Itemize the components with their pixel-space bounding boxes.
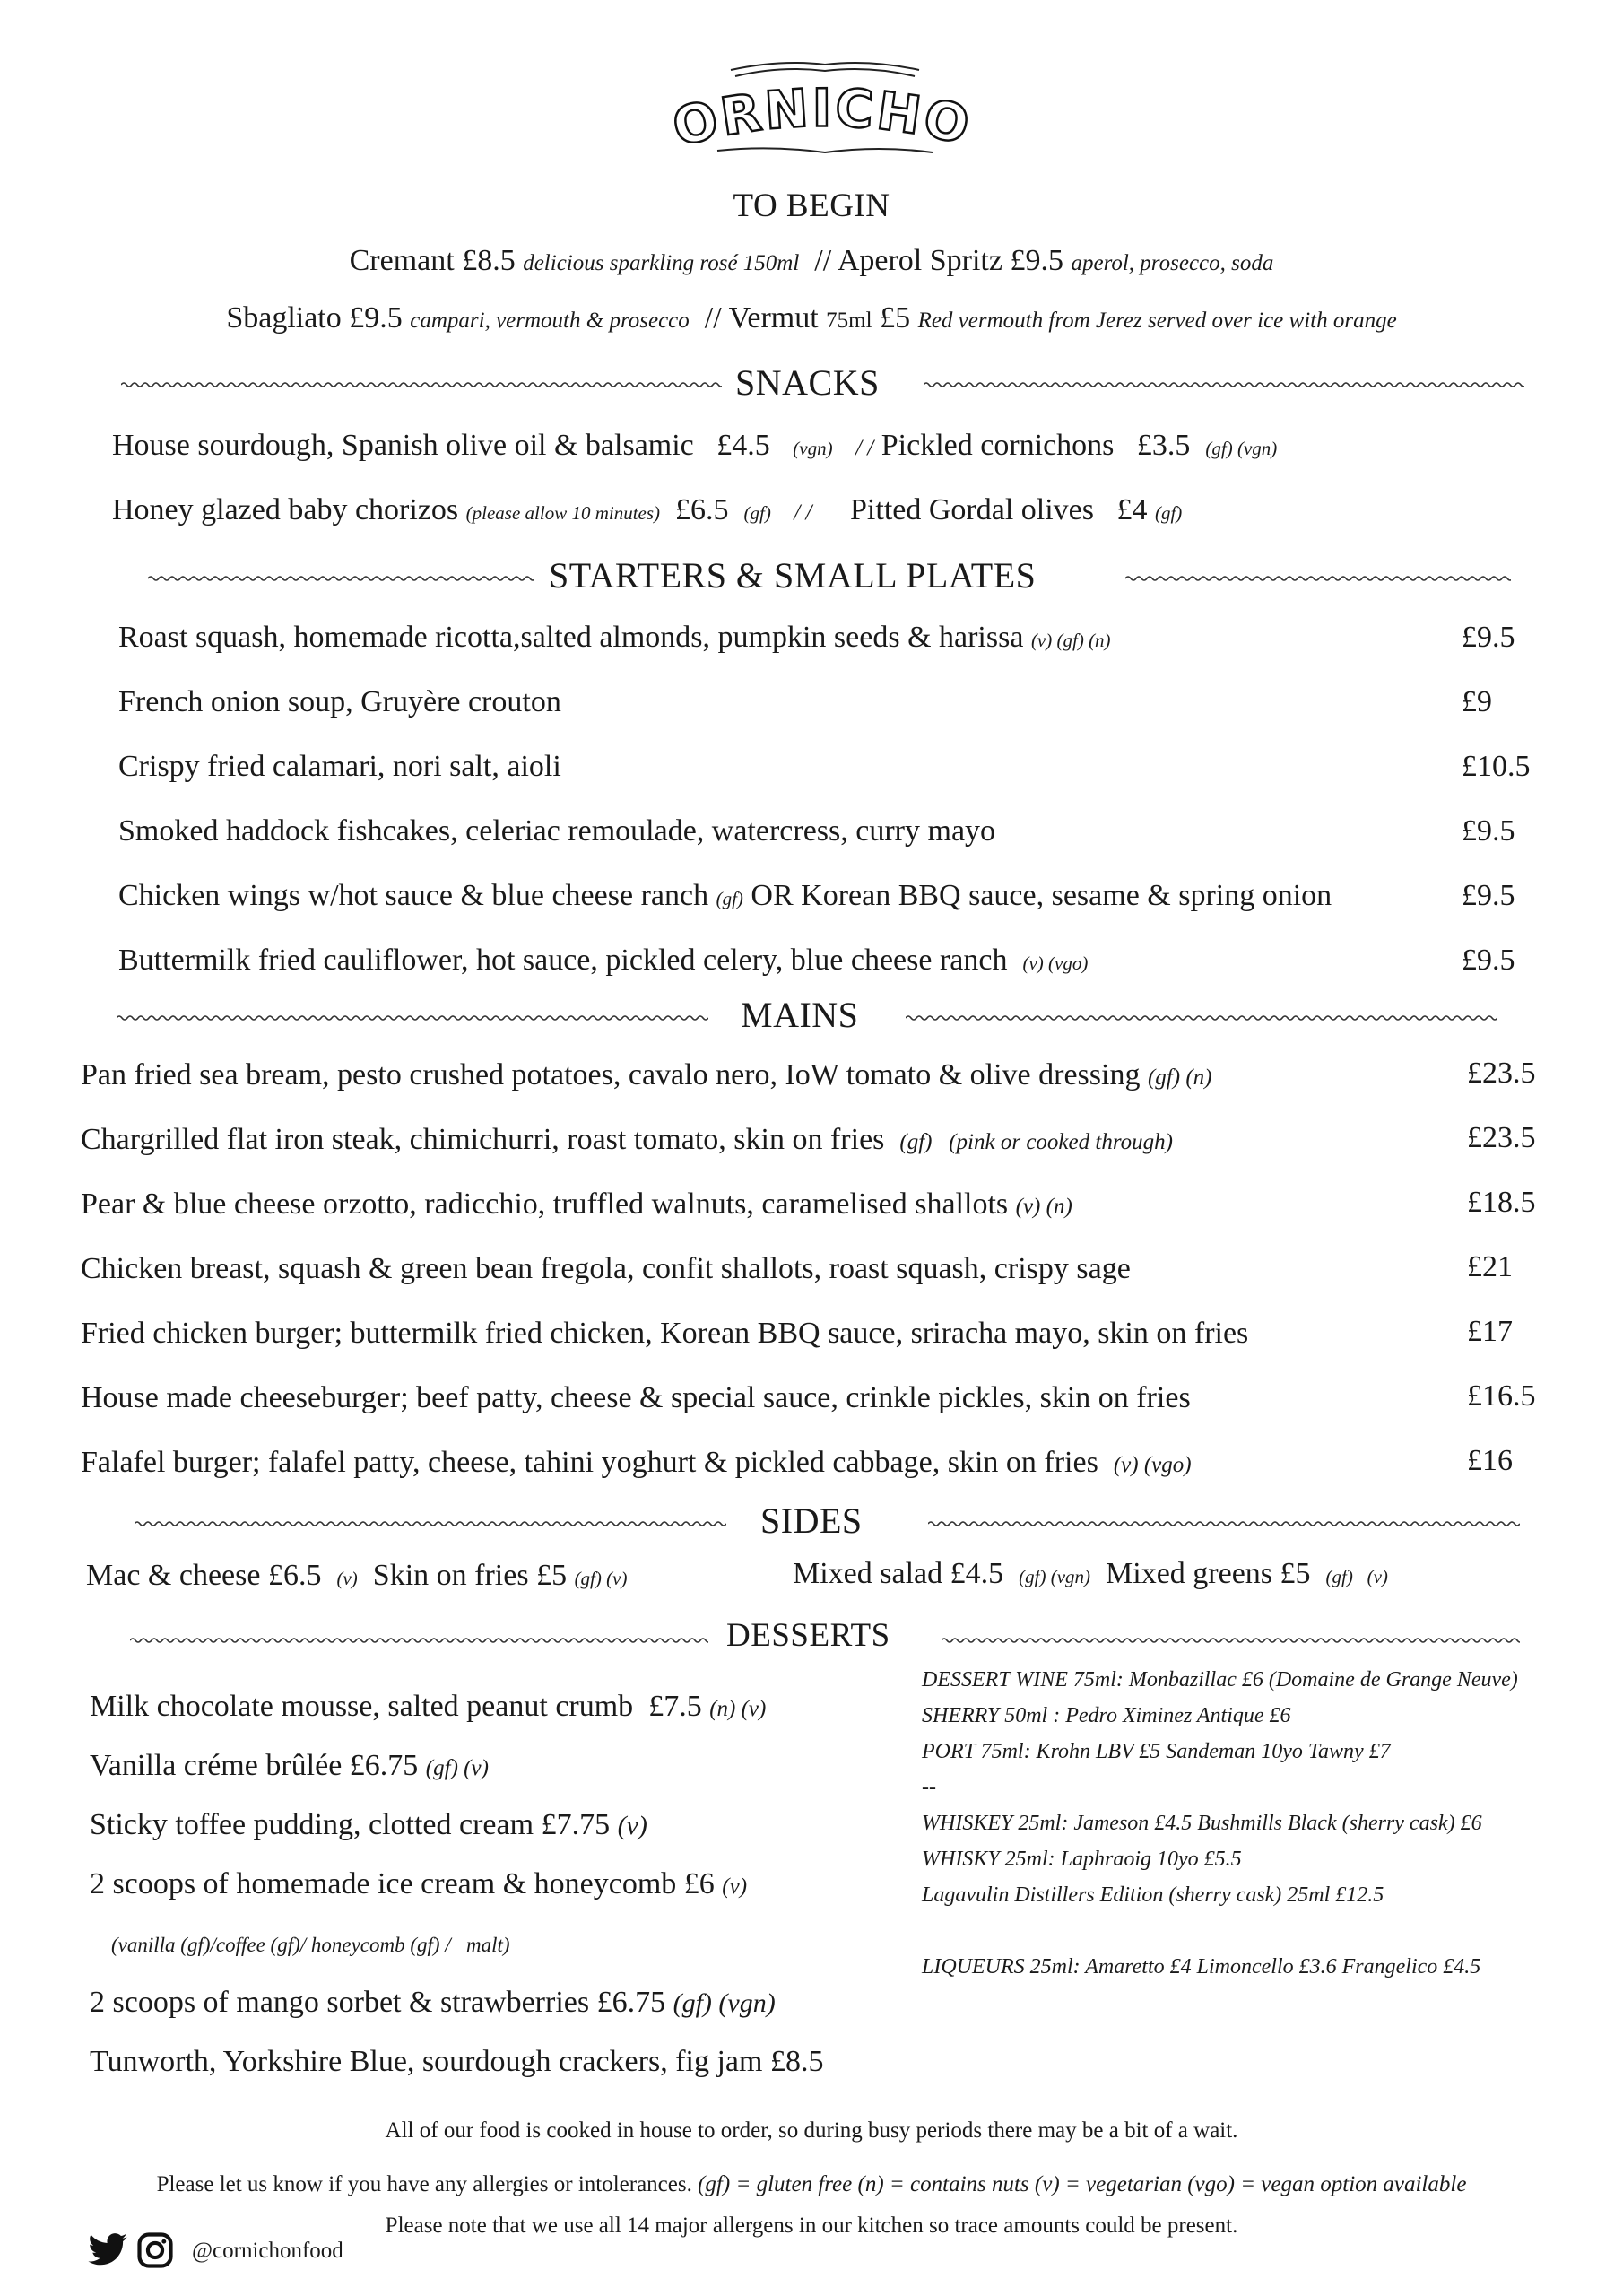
dish-name: Pan fried sea bream, pesto crushed potatoes, cavalo nero, IoW tomato & olive dressing bbox=[81, 1058, 1141, 1091]
drink-line: LIQUEURS 25ml: Amaretto £4 Limoncello £3.6 Frangelico £4.5 bbox=[922, 1955, 1481, 1979]
ice-cream-flavours: (vanilla (gf)/coffee (gf)/ honeycomb (gf) / malt) bbox=[111, 1934, 510, 1956]
to-begin-heading: TO BEGIN bbox=[733, 187, 890, 224]
divider-wave bbox=[942, 1634, 1520, 1647]
starters-heading: STARTERS & SMALL PLATES bbox=[549, 555, 1037, 596]
twitter-icon[interactable] bbox=[88, 2233, 127, 2266]
drink-name: Aperol Spritz bbox=[837, 244, 1002, 277]
logo bbox=[646, 52, 1004, 164]
dietary-tags: (gf) (v) bbox=[1325, 1566, 1388, 1587]
dish-name: Chargrilled flat iron steak, chimichurri, roast tomato, skin on fries bbox=[81, 1123, 885, 1156]
dish-name: Fried chicken burger; buttermilk fried chicken, Korean BBQ sauce, sriracha mayo, skin on fries bbox=[81, 1317, 1249, 1350]
dietary-tags: (gf) (v) bbox=[574, 1568, 628, 1589]
drink-name: Cremant bbox=[349, 244, 455, 277]
dietary-tags: (gf) (vgn) bbox=[1019, 1566, 1091, 1587]
side-price: £4.5 bbox=[950, 1557, 1004, 1590]
dessert-item bbox=[90, 1867, 747, 1901]
separator: / / bbox=[794, 500, 812, 525]
footer-trace-note: Please note that we use all 14 major allergens in our kitchen so trace amounts could be present. bbox=[385, 2213, 1238, 2238]
dish-price: £6.75 bbox=[349, 1749, 419, 1782]
dish-name-alt: OR Korean BBQ sauce, sesame & spring onion bbox=[751, 879, 1332, 912]
drink-desc: delicious sparkling rosé 150ml bbox=[523, 251, 800, 275]
dish-name: Chicken wings w/hot sauce & blue cheese ranch bbox=[118, 879, 709, 912]
side-name: Skin on fries bbox=[372, 1559, 529, 1592]
dish-price: £7.75 bbox=[541, 1808, 611, 1841]
dietary-tags: (gf) (vgn) bbox=[673, 1988, 776, 2018]
snack-name: House sourdough, Spanish olive oil & balsamic bbox=[112, 429, 694, 462]
dish-name: Chicken breast, squash & green bean fregola, confit shallots, roast squash, crispy sage bbox=[81, 1252, 1131, 1285]
snack-price: £4 bbox=[1116, 493, 1148, 526]
dish-name: Buttermilk fried cauliflower, hot sauce, pickled celery, blue cheese ranch bbox=[118, 944, 1008, 977]
side-price: £6.5 bbox=[267, 1559, 322, 1592]
starter-item bbox=[118, 621, 1111, 655]
dessert-item bbox=[90, 2045, 823, 2079]
dish-name: Smoked haddock fishcakes, celeriac remoulade, watercress, curry mayo bbox=[118, 814, 996, 848]
separator: // bbox=[704, 301, 722, 335]
drink-line: WHISKY 25ml: Laphraoig 10yo £5.5 bbox=[922, 1848, 1242, 1871]
dish-price: £9.5 bbox=[1462, 621, 1515, 654]
snack-name: Pickled cornichons bbox=[881, 429, 1115, 462]
dish-name: 2 scoops of mango sorbet & strawberries bbox=[90, 1986, 590, 2019]
main-item bbox=[81, 1446, 1192, 1480]
drink-line: PORT 75ml: Krohn LBV £5 Sandeman 10yo Tawny £7 bbox=[922, 1740, 1391, 1763]
drink-desc: campari, vermouth & prosecco bbox=[410, 309, 690, 333]
drink-line: Lagavulin Distillers Edition (sherry cask) 25ml £12.5 bbox=[922, 1883, 1384, 1907]
snack-price: £4.5 bbox=[716, 429, 770, 462]
desserts-heading: DESSERTS bbox=[726, 1617, 890, 1654]
divider-wave bbox=[135, 1518, 726, 1530]
footer-wait-note: All of our food is cooked in house to order, so during busy periods there may be a bit of a wait. bbox=[385, 2118, 1238, 2143]
dish-price: £6.75 bbox=[596, 1986, 666, 2019]
dish-price: £9.5 bbox=[1462, 814, 1515, 848]
main-item bbox=[81, 1317, 1248, 1351]
dietary-tags: (v) bbox=[617, 1811, 647, 1840]
dish-name: Sticky toffee pudding, clotted cream bbox=[90, 1808, 534, 1841]
main-item bbox=[81, 1252, 1131, 1286]
svg-text:CORNICHON: ORNICHO bbox=[666, 77, 977, 159]
starter-item bbox=[118, 685, 561, 719]
main-item bbox=[81, 1123, 1173, 1157]
dish-price: £9.5 bbox=[1462, 879, 1515, 912]
main-item bbox=[81, 1058, 1211, 1092]
dish-price: £23.5 bbox=[1467, 1121, 1536, 1154]
dietary-tags: (gf) (vgn) bbox=[1205, 438, 1278, 459]
dish-price: £18.5 bbox=[1467, 1186, 1536, 1219]
side-name: Mixed salad bbox=[793, 1557, 943, 1590]
divider-wave bbox=[906, 1012, 1497, 1024]
side-price: £5 bbox=[536, 1559, 568, 1592]
dietary-tags: (gf) bbox=[1154, 502, 1183, 524]
dietary-tags: (gf) bbox=[743, 502, 771, 524]
dietary-tags: (v) (vgo) bbox=[1113, 1453, 1192, 1477]
dish-name: Crispy fried calamari, nori salt, aioli bbox=[118, 750, 561, 783]
dish-name: Milk chocolate mousse, salted peanut crumb bbox=[90, 1690, 634, 1723]
dietary-tags: (gf) bbox=[716, 888, 743, 909]
drink-size: 75ml bbox=[826, 309, 872, 333]
starter-item bbox=[118, 814, 995, 848]
drink-name: Sbagliato bbox=[226, 301, 342, 335]
divider-wave bbox=[1125, 572, 1511, 585]
drink-price: £9.5 bbox=[349, 301, 403, 335]
dietary-tags: (gf) (n) bbox=[1147, 1065, 1212, 1090]
starter-item bbox=[118, 879, 1332, 913]
divider-wave bbox=[117, 1012, 708, 1024]
snack-price: £3.5 bbox=[1136, 429, 1191, 462]
dietary-tags: (v) (gf) (n) bbox=[1030, 630, 1111, 651]
side-name: Mac & cheese bbox=[86, 1559, 261, 1592]
dish-price: £10.5 bbox=[1462, 750, 1531, 783]
main-item bbox=[81, 1187, 1072, 1222]
to-begin-line-2 bbox=[0, 301, 1623, 335]
dish-price: £6 bbox=[683, 1867, 715, 1900]
dish-price: £16 bbox=[1467, 1444, 1513, 1477]
snacks-line-2 bbox=[112, 493, 1182, 527]
dish-price: £9 bbox=[1462, 685, 1492, 718]
separator: / / bbox=[855, 436, 874, 460]
dish-name: Falafel burger; falafel patty, cheese, tahini yoghurt & pickled cabbage, skin on fries bbox=[81, 1446, 1098, 1479]
dessert-item bbox=[90, 1690, 766, 1724]
drink-name: Vermut bbox=[728, 301, 819, 335]
dietary-tags: (v) (n) bbox=[1015, 1195, 1072, 1219]
dietary-tags: (v) (vgo) bbox=[1022, 952, 1089, 974]
dietary-tags: (gf) (pink or cooked through) bbox=[899, 1130, 1173, 1154]
drink-price: £9.5 bbox=[1010, 244, 1063, 277]
dessert-item bbox=[90, 1986, 776, 2020]
main-item bbox=[81, 1381, 1191, 1415]
sides-line bbox=[86, 1559, 627, 1593]
sides-line bbox=[793, 1557, 1388, 1591]
dish-name: Vanilla créme brûlée bbox=[90, 1749, 343, 1782]
drink-price: £5 bbox=[880, 301, 911, 335]
social-handle[interactable]: @cornichonfood bbox=[192, 2239, 343, 2263]
dietary-tags: (v) bbox=[722, 1874, 748, 1899]
dietary-tags: (gf) (v) bbox=[425, 1756, 489, 1780]
dish-name: 2 scoops of homemade ice cream & honeycomb bbox=[90, 1867, 677, 1900]
divider-wave bbox=[928, 1518, 1520, 1530]
drink-line: SHERRY 50ml : Pedro Ximinez Antique £6 bbox=[922, 1704, 1291, 1727]
dish-name: Tunworth, Yorkshire Blue, sourdough crackers, fig jam bbox=[90, 2045, 763, 2078]
dish-price: £17 bbox=[1467, 1315, 1513, 1348]
dietary-tags: (n) (v) bbox=[709, 1697, 767, 1721]
dish-name: House made cheeseburger; beef patty, cheese & special sauce, crinkle pickles, skin on fries bbox=[81, 1381, 1191, 1414]
dish-price: £7.5 bbox=[648, 1690, 702, 1723]
dish-price: £9.5 bbox=[1462, 944, 1515, 977]
drink-line: DESSERT WINE 75ml: Monbazillac £6 (Domaine de Grange Neuve) bbox=[922, 1668, 1518, 1692]
dish-price: £21 bbox=[1467, 1250, 1513, 1283]
dietary-tags: (v) bbox=[336, 1568, 358, 1589]
snack-price: £6.5 bbox=[675, 493, 729, 526]
snacks-heading: SNACKS bbox=[735, 362, 880, 403]
divider-wave bbox=[148, 572, 534, 585]
to-begin-line-1 bbox=[0, 244, 1623, 278]
snack-name: Honey glazed baby chorizos bbox=[112, 493, 459, 526]
side-price: £5 bbox=[1280, 1557, 1311, 1590]
drink-line: WHISKEY 25ml: Jameson £4.5 Bushmills Black (sherry cask) £6 bbox=[922, 1812, 1482, 1835]
snack-name: Pitted Gordal olives bbox=[850, 493, 1094, 526]
snacks-line-1 bbox=[112, 429, 1277, 463]
dish-name: French onion soup, Gruyère crouton bbox=[118, 685, 561, 718]
dish-name: Pear & blue cheese orzotto, radicchio, truffled walnuts, caramelised shallots bbox=[81, 1187, 1009, 1221]
footer-allergy-note bbox=[0, 2172, 1623, 2197]
drink-desc: aperol, prosecco, soda bbox=[1071, 251, 1274, 275]
starter-item bbox=[118, 944, 1088, 978]
allergy-lead: Please let us know if you have any allergies or intolerances. bbox=[156, 2172, 692, 2196]
divider-wave bbox=[121, 378, 722, 391]
dessert-item bbox=[90, 1749, 489, 1783]
dietary-tags: (vgn) bbox=[793, 438, 833, 459]
drink-line: -- bbox=[922, 1776, 936, 1799]
dish-price: £16.5 bbox=[1467, 1379, 1536, 1413]
dish-price: £8.5 bbox=[769, 2045, 824, 2078]
separator: // bbox=[814, 244, 832, 277]
dish-price: £23.5 bbox=[1467, 1057, 1536, 1090]
dish-name: Roast squash, homemade ricotta,salted almonds, pumpkin seeds & harissa bbox=[118, 621, 1024, 654]
logo-graphic bbox=[646, 52, 1004, 164]
drink-price: £8.5 bbox=[462, 244, 516, 277]
divider-wave bbox=[924, 378, 1524, 391]
dessert-item bbox=[90, 1808, 647, 1842]
allergy-key: (gf) = gluten free (n) = contains nuts (v) = vegetarian (vgo) = vegan option available bbox=[698, 2172, 1467, 2196]
snack-note: (please allow 10 minutes) bbox=[465, 502, 661, 524]
starter-item bbox=[118, 750, 561, 784]
drink-desc: Red vermouth from Jerez served over ice with orange bbox=[917, 309, 1397, 333]
mains-heading: MAINS bbox=[741, 995, 859, 1035]
instagram-icon[interactable] bbox=[136, 2231, 174, 2269]
side-name: Mixed greens bbox=[1106, 1557, 1273, 1590]
divider-wave bbox=[130, 1634, 708, 1647]
sides-heading: SIDES bbox=[760, 1500, 863, 1541]
